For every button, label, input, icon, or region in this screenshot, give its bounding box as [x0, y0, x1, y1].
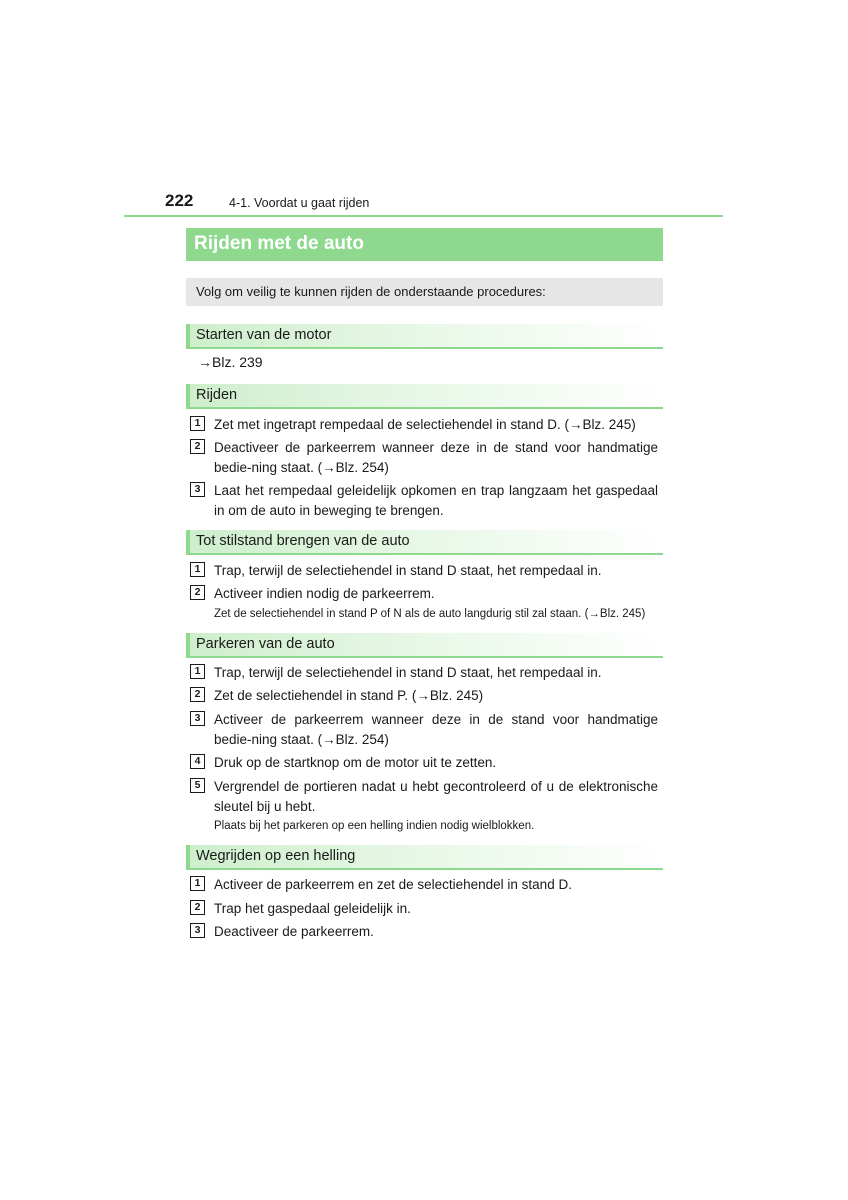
- step-number: 4: [190, 754, 205, 769]
- page-reference: →Blz. 239: [198, 354, 263, 370]
- intro-text: Volg om veilig te kunnen rijden de onderstaande procedures:: [196, 284, 546, 299]
- step-text: Zet met ingetrapt rempedaal de selectiehendel in stand D. (→Blz. 245): [214, 417, 636, 432]
- section-header: [186, 384, 663, 409]
- section-rijden: [186, 384, 663, 409]
- step-number: 5: [190, 778, 205, 793]
- page-title: Rijden met de auto: [194, 233, 364, 254]
- main-title-bar: [186, 228, 663, 261]
- step-text: Trap, terwijl de selectiehendel in stand D staat, het rempedaal in.: [214, 563, 602, 578]
- section-header: [186, 633, 663, 658]
- section-title: Wegrijden op een helling: [196, 848, 356, 864]
- step-number: 1: [190, 562, 205, 577]
- step-text: Trap, terwijl de selectiehendel in stand D staat, het rempedaal in.: [214, 665, 602, 680]
- section-parkeren: [186, 633, 663, 658]
- chapter-title: 4-1. Voordat u gaat rijden: [229, 196, 370, 210]
- step-text: Druk op de startknop om de motor uit te zetten.: [214, 755, 497, 770]
- step-number: 3: [190, 923, 205, 938]
- note-text: Plaats bij het parkeren op een helling indien nodig wielblokken.: [214, 820, 535, 832]
- step-text: Activeer de parkeerrem en zet de selectiehendel in stand D.: [214, 877, 572, 892]
- step-number: 3: [190, 482, 205, 497]
- page-number: 222: [165, 191, 194, 210]
- header-divider: [124, 215, 723, 217]
- step-number: 2: [190, 439, 205, 454]
- step-text: Activeer de parkeerrem wanneer deze in de stand voor handmatige bedie-ning staat. (→Blz. 254): [214, 712, 658, 747]
- section-starten-van-de-motor: [186, 324, 663, 349]
- step-text: Laat het rempedaal geleidelijk opkomen en trap langzaam het gaspedaal in om de auto in beweging te brengen.: [214, 483, 658, 518]
- section-title: Starten van de motor: [196, 327, 332, 343]
- section-title: Tot stilstand brengen van de auto: [196, 533, 410, 549]
- section-tot-stilstand: [186, 530, 663, 555]
- step-number: 3: [190, 711, 205, 726]
- step-number: 1: [190, 664, 205, 679]
- step-text: Activeer indien nodig de parkeerrem.: [214, 586, 435, 601]
- step-number: 1: [190, 876, 205, 891]
- section-header: [186, 530, 663, 555]
- step-number: 2: [190, 900, 205, 915]
- section-title: Parkeren van de auto: [196, 636, 335, 652]
- step-number: 2: [190, 585, 205, 600]
- step-number: 2: [190, 687, 205, 702]
- intro-box: [186, 278, 663, 306]
- step-text: Vergrendel de portieren nadat u hebt gecontroleerd of u de elektronische sleutel bij u hebt.: [214, 779, 658, 814]
- note-text: Zet de selectiehendel in stand P of N als de auto langdurig stil zal staan. (→Blz. 245): [214, 608, 646, 620]
- step-number: 1: [190, 416, 205, 431]
- section-wegrijden-helling: [186, 845, 663, 870]
- section-header: [186, 845, 663, 870]
- step-text: Zet de selectiehendel in stand P. (→Blz. 245): [214, 688, 484, 703]
- step-text: Deactiveer de parkeerrem.: [214, 924, 374, 939]
- step-text: Trap het gaspedaal geleidelijk in.: [214, 901, 411, 916]
- section-header: [186, 324, 663, 349]
- section-title: Rijden: [196, 387, 238, 403]
- step-text: Deactiveer de parkeerrem wanneer deze in de stand voor handmatige bedie-ning staat. (→Blz. 254): [214, 440, 658, 475]
